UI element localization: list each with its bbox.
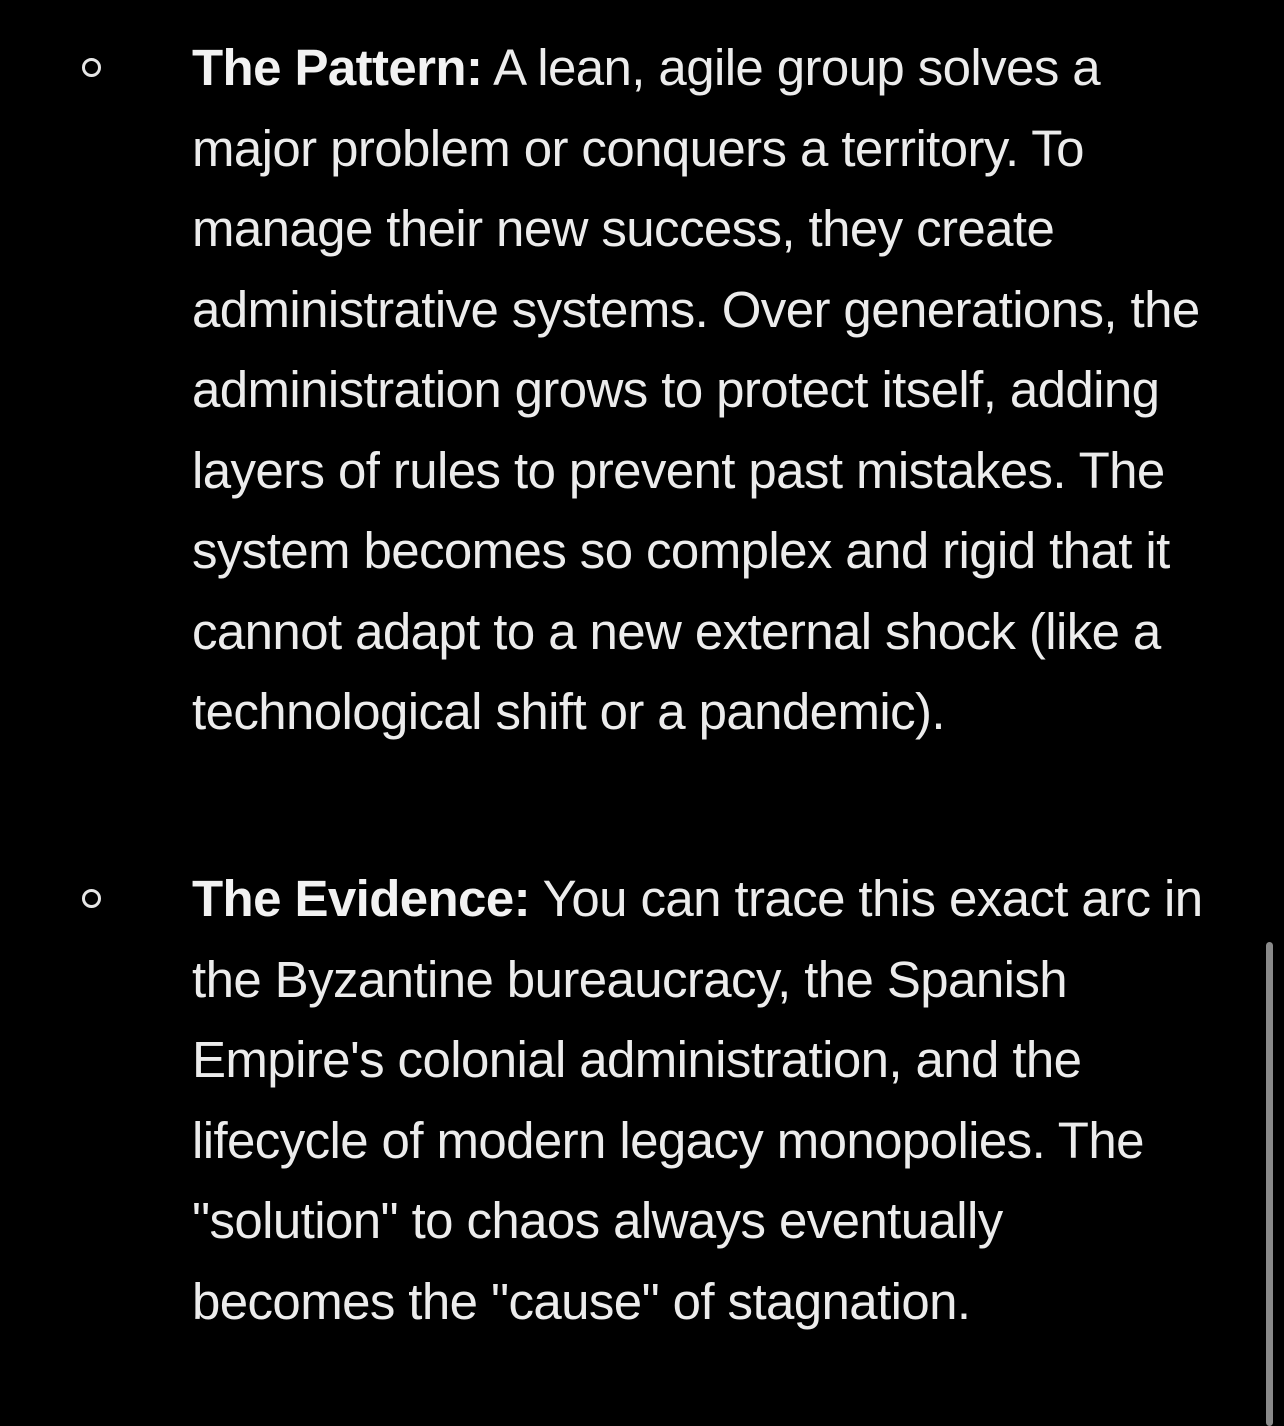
list-item-text: [192, 28, 1212, 753]
list-item-body: A lean, agile group solves a major problem or conquers a territory. To manage their new success, they create administrative systems. Over generations, the administration grows to protect itself, adding layers of rules to prevent past mistakes. The system becomes so complex and rigid that it cannot adapt to a new external shock (like a technological shift or a pandemic).: [192, 39, 1200, 740]
list-item-text: [192, 859, 1212, 1342]
scrollbar-thumb[interactable]: [1266, 942, 1273, 1426]
list-item-body: You can trace this exact arc in the Byzantine bureaucracy, the Spanish Empire's colonial administration, and the lifecycle of modern legacy monopolies. The "solution" to chaos always eventually becomes the "cause" of stagnation.: [192, 870, 1203, 1330]
list-item-lead: The Pattern:: [192, 39, 483, 96]
list-item-lead: The Evidence:: [192, 870, 530, 927]
hollow-circle-bullet-icon: [82, 889, 101, 908]
hollow-circle-bullet-icon: [82, 58, 101, 77]
